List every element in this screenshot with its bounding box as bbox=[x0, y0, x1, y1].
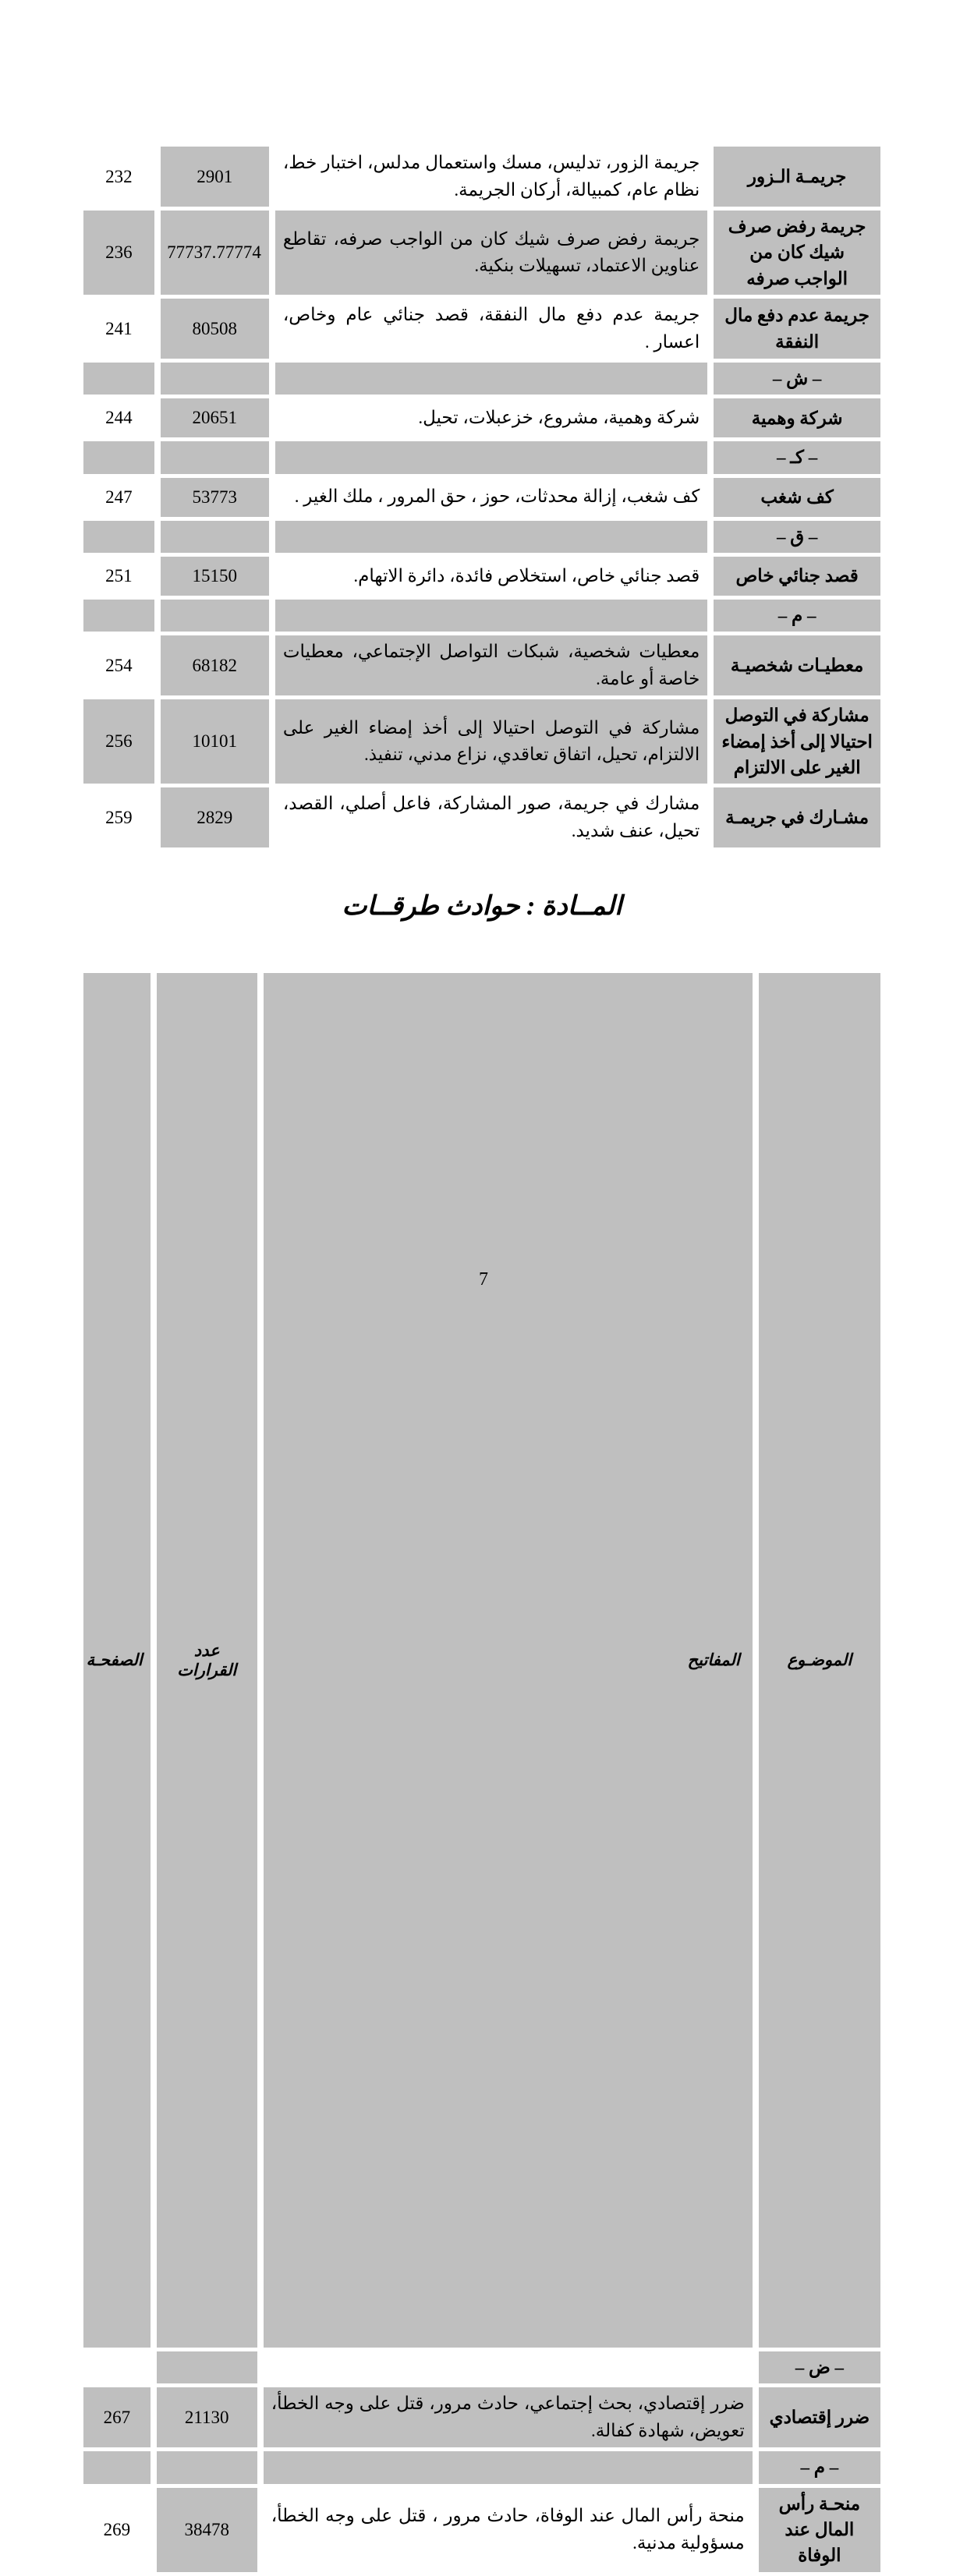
page-cell: 247 bbox=[83, 478, 154, 517]
divider-letter: – م – bbox=[759, 2451, 880, 2483]
index-table-1 bbox=[77, 143, 887, 851]
index-entry-row bbox=[83, 211, 880, 295]
section-title: المــادة : حوادث طرقــات bbox=[342, 892, 622, 921]
keys-cell: شركة وهمية، مشروع، خزعبلات، تحيل. bbox=[418, 408, 700, 428]
subject-cell: قصد جنائي خاص bbox=[714, 557, 880, 596]
page-cell: 251 bbox=[83, 557, 154, 596]
divider-letter: – كـ – bbox=[714, 441, 880, 473]
index-entry-row bbox=[83, 478, 880, 517]
decisions-column-header: عدد القرارات bbox=[157, 973, 257, 2348]
subject-cell: معطيـات شخصيـة bbox=[714, 635, 880, 695]
decisions-cell: 15150 bbox=[161, 557, 269, 596]
index-table-2-header bbox=[83, 973, 880, 2348]
keys-cell: معطيات شخصية، شبكات التواصل الإجتماعي، معطيات خاصة أو عامة. bbox=[275, 635, 707, 695]
page-cell: 254 bbox=[83, 635, 154, 695]
letter-divider-row bbox=[83, 521, 880, 553]
page-cell: 244 bbox=[83, 398, 154, 437]
index-entry-row bbox=[83, 299, 880, 359]
decisions-cell bbox=[157, 2451, 257, 2483]
keys-cell: مشاركة في التوصل احتيالا إلى أخذ إمضاء الغير على الالتزام، تحيل، اتفاق تعاقدي، نزاع مدني، تنفيذ. bbox=[275, 699, 707, 784]
subject-cell: جريمة عدم دفع مال النفقة bbox=[714, 299, 880, 359]
decisions-cell bbox=[157, 2351, 257, 2383]
decisions-cell bbox=[161, 521, 269, 553]
page-cell bbox=[83, 441, 154, 473]
index-entry-row bbox=[83, 635, 880, 695]
keys-column-header: المفاتيح bbox=[264, 973, 753, 2348]
divider-letter: – م – bbox=[714, 600, 880, 632]
letter-divider-row bbox=[83, 2451, 880, 2483]
index-entry-row bbox=[83, 2387, 880, 2447]
subject-cell: مشاركة في التوصل احتيالا إلى أخذ إمضاء الغير على الالتزام bbox=[714, 699, 880, 784]
index-entry-row bbox=[83, 557, 880, 596]
letter-divider-row bbox=[83, 600, 880, 632]
subject-cell: جريمـة الـزور bbox=[714, 147, 880, 207]
subject-cell: شركة وهمية bbox=[714, 398, 880, 437]
header-row bbox=[83, 973, 880, 2348]
decisions-cell: 77737.77774 bbox=[161, 211, 269, 295]
page-cell: 269 bbox=[83, 2488, 151, 2572]
index-entry-row bbox=[83, 787, 880, 847]
keys-cell: ضرر إقتصادي، بحث إجتماعي، حادث مرور، قتل على وجه الخطأ، تعويض، شهادة كفالة. bbox=[264, 2387, 753, 2447]
decisions-cell: 53773 bbox=[161, 478, 269, 517]
subject-cell: كف شغب bbox=[714, 478, 880, 517]
letter-divider-row bbox=[83, 363, 880, 395]
subject-cell: جريمة رفض صرف شيك كان من الواجب صرفه bbox=[714, 211, 880, 295]
keys-cell: جريمة الزور، تدليس، مسك واستعمال مدلس، اختبار خط، نظام عام، كمبيالة، أركان الجريمة. bbox=[282, 153, 700, 200]
index-table-2 bbox=[77, 969, 887, 2576]
decisions-cell: 68182 bbox=[161, 635, 269, 695]
index-entry-row bbox=[83, 699, 880, 784]
keys-cell: جريمة رفض صرف شيك كان من الواجب صرفه، تقاطع عناوين الاعتماد، تسهيلات بنكية. bbox=[275, 211, 707, 295]
letter-divider-row bbox=[83, 2351, 880, 2383]
keys-cell: جريمة عدم دفع مال النفقة، قصد جنائي عام وخاص، اعسار . bbox=[282, 305, 700, 352]
decisions-cell bbox=[161, 441, 269, 473]
keys-cell: كف شغب، إزالة محدثات، حوز ، حق المرور ، ملك الغير . bbox=[294, 487, 700, 507]
keys-cell: منحة رأس المال عند الوفاة، حادث مرور ، قتل على وجه الخطأ، مسؤولية مدنية. bbox=[271, 2506, 745, 2553]
keys-cell bbox=[275, 363, 707, 395]
page-number: 7 bbox=[479, 1269, 488, 1290]
page-cell bbox=[83, 521, 154, 553]
decisions-cell: 80508 bbox=[161, 299, 269, 359]
keys-cell: قصد جنائي خاص، استخلاص فائدة، دائرة الاتهام. bbox=[353, 565, 700, 586]
divider-letter: – ش – bbox=[714, 363, 880, 395]
decisions-cell: 10101 bbox=[161, 699, 269, 784]
page-cell: 267 bbox=[83, 2387, 151, 2447]
page-cell bbox=[83, 2351, 151, 2383]
page-cell: 241 bbox=[83, 299, 154, 359]
page-cell: 259 bbox=[83, 787, 154, 847]
index-table-2-body bbox=[83, 2351, 880, 2572]
keys-cell: مشارك في جريمة، صور المشاركة، فاعل أصلي، القصد، تحيل، عنف شديد. bbox=[282, 794, 700, 840]
keys-cell bbox=[275, 521, 707, 553]
letter-divider-row bbox=[83, 441, 880, 473]
subject-column-header: الموضـوع bbox=[759, 973, 880, 2348]
page-cell bbox=[83, 600, 154, 632]
subject-cell: منحـة رأس المال عند الوفاة bbox=[759, 2488, 880, 2572]
page-column-header: الصفحـة bbox=[83, 973, 151, 2348]
keys-cell bbox=[264, 2451, 753, 2483]
page-cell bbox=[83, 363, 154, 395]
index-table-1-body bbox=[83, 147, 880, 847]
decisions-cell: 38478 bbox=[157, 2488, 257, 2572]
page-cell: 232 bbox=[83, 147, 154, 207]
index-entry-row bbox=[83, 2488, 880, 2572]
decisions-cell: 2901 bbox=[161, 147, 269, 207]
keys-cell bbox=[275, 600, 707, 632]
decisions-cell bbox=[161, 363, 269, 395]
index-entry-row bbox=[83, 147, 880, 207]
decisions-cell: 2829 bbox=[161, 787, 269, 847]
page-cell: 256 bbox=[83, 699, 154, 784]
page-cell bbox=[83, 2451, 151, 2483]
divider-letter: – ض – bbox=[759, 2351, 880, 2383]
subject-cell: ضرر إقتصادي bbox=[759, 2387, 880, 2447]
subject-cell: مشـارك في جريمـة bbox=[714, 787, 880, 847]
decisions-cell bbox=[161, 600, 269, 632]
decisions-cell: 20651 bbox=[161, 398, 269, 437]
keys-cell bbox=[264, 2351, 753, 2383]
divider-letter: – ق – bbox=[714, 521, 880, 553]
decisions-cell: 21130 bbox=[157, 2387, 257, 2447]
keys-cell bbox=[275, 441, 707, 473]
page-cell: 236 bbox=[83, 211, 154, 295]
index-entry-row bbox=[83, 398, 880, 437]
